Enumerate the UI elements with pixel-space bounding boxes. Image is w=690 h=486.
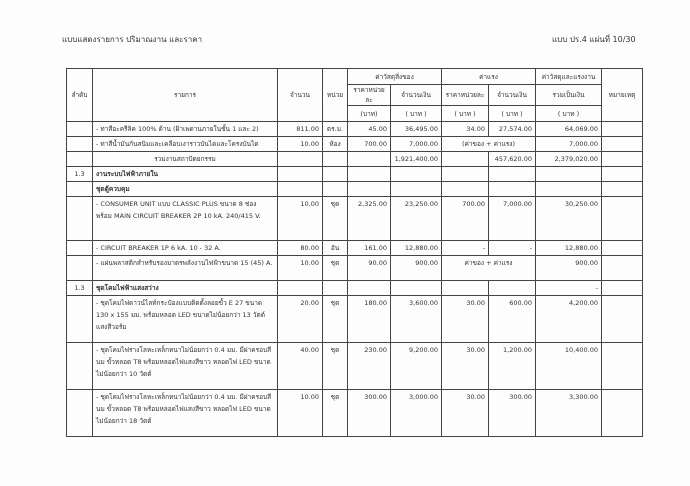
- row-item: - แผ่นพลาสติกสำหรับรองมาตรพลังงานไฟฟ้าขนาด 15 (45) A.: [93, 256, 278, 281]
- table-row: [67, 241, 643, 256]
- row-material-amount: 12,880.00: [391, 241, 442, 256]
- row-item: - ชุดโคมไฟรางโลหะเหล็กหนาไม่น้อยกว่า 0.4 มม. มีฝาครอบสีนม ขั้วหลอด T8 พร้อมหลอดไฟแสงสีขาว หลอดไฟ LED ขนาดไม่น้อยกว่า 18 วัตต์: [93, 390, 278, 437]
- row-unit: ชุด: [323, 197, 348, 241]
- row-item: รวมงานสถาปัตยกรรม: [93, 152, 278, 167]
- row-remark: [602, 281, 643, 296]
- col-material: ค่าวัสดุสิ่งของ: [348, 69, 442, 85]
- row-labor-amount: [489, 167, 536, 182]
- row-total: [536, 167, 602, 182]
- row-qty: [278, 281, 323, 296]
- row-no: [67, 122, 93, 137]
- row-total: [536, 182, 602, 197]
- row-no: [67, 152, 93, 167]
- unit-baht: ( บาท ): [536, 106, 602, 122]
- boq-table: [66, 68, 643, 437]
- row-total: 64,069.00: [536, 122, 602, 137]
- col-labor: ค่าแรง: [442, 69, 536, 85]
- row-labor-amount: 300.00: [489, 390, 536, 437]
- row-unit: [323, 167, 348, 182]
- row-unit: ชุด: [323, 390, 348, 437]
- row-unit: ชุด: [323, 296, 348, 343]
- row-labor-unit-price: [442, 281, 489, 296]
- row-labor-amount: -: [489, 241, 536, 256]
- row-unit: [323, 152, 348, 167]
- row-labor-unit-price: 30.00: [442, 296, 489, 343]
- row-qty: [278, 182, 323, 197]
- row-labor-unit-price: [442, 182, 489, 197]
- row-no: [67, 182, 93, 197]
- table-row: [67, 137, 643, 152]
- row-qty: 10.00: [278, 137, 323, 152]
- row-no: [67, 241, 93, 256]
- col-material-unit-price: ราคาหน่วยละ: [348, 85, 391, 106]
- col-item: รายการ: [93, 69, 278, 122]
- section-row: [67, 281, 643, 296]
- row-labor-note: (ค่าของ + ค่าแรง): [442, 137, 536, 152]
- row-no: 1.3: [67, 281, 93, 296]
- row-material-unit-price: 161.00: [348, 241, 391, 256]
- row-qty: 40.00: [278, 343, 323, 390]
- col-remark: หมายเหตุ: [602, 69, 643, 122]
- row-labor-note: ค่าของ + ค่าแรง: [442, 256, 536, 281]
- row-remark: [602, 137, 643, 152]
- row-remark: [602, 256, 643, 281]
- col-no: ลำดับ: [67, 69, 93, 122]
- col-labor-unit-price: ราคาหน่วยละ: [442, 85, 489, 106]
- col-material-amount: จำนวนเงิน: [391, 85, 442, 106]
- row-remark: [602, 152, 643, 167]
- unit-baht: ( บาท ): [442, 106, 489, 122]
- row-no: 1.3: [67, 167, 93, 182]
- col-qty: จำนวน: [278, 69, 323, 122]
- row-no: [67, 137, 93, 152]
- row-labor-unit-price: [442, 167, 489, 182]
- row-labor-unit-price: 30.00: [442, 390, 489, 437]
- row-qty: 10.00: [278, 390, 323, 437]
- section-row: [67, 167, 643, 182]
- row-unit: ชุด: [323, 256, 348, 281]
- row-remark: [602, 390, 643, 437]
- unit-baht: (บาท): [348, 106, 391, 122]
- section-row: [67, 182, 643, 197]
- total-row: [67, 152, 643, 167]
- row-item: งานระบบไฟฟ้าภายใน: [93, 167, 278, 182]
- row-labor-amount: 7,000.00: [489, 197, 536, 241]
- row-material-amount: 23,250.00: [391, 197, 442, 241]
- row-qty: 811.00: [278, 122, 323, 137]
- row-remark: [602, 343, 643, 390]
- row-unit: [323, 281, 348, 296]
- row-no: [67, 197, 93, 241]
- row-no: [67, 256, 93, 281]
- row-material-unit-price: [348, 182, 391, 197]
- row-total: 30,250.00: [536, 197, 602, 241]
- row-labor-unit-price: 30.00: [442, 343, 489, 390]
- col-total-sum: รวมเป็นเงิน: [536, 85, 602, 106]
- row-total: 2,379,020.00: [536, 152, 602, 167]
- row-item: - ชุดโคมไฟดาวน์ไลท์กระป๋องแบบติดตั้งลอยขั้ว E 27 ขนาด 130 x 155 มม. พร้อมหลอด LED ขนาดไม่น้อยกว่า 13 วัตต์ แสงสีวอร์ม: [93, 296, 278, 343]
- col-total: ค่าวัสดุและแรงงาน: [536, 69, 602, 85]
- row-material-unit-price: 90.00: [348, 256, 391, 281]
- row-item: - ทาสีน้ำมันกันสนิมและเคลือบเงาราวบันไดและโครงบันได: [93, 137, 278, 152]
- table-row: [67, 343, 643, 390]
- row-labor-unit-price: 34.00: [442, 122, 489, 137]
- row-remark: [602, 167, 643, 182]
- row-material-amount: 1,921,400.00: [391, 152, 442, 167]
- row-material-amount: 9,200.00: [391, 343, 442, 390]
- row-labor-amount: 1,200.00: [489, 343, 536, 390]
- row-item: - CIRCUIT BREAKER 1P 6 kA. 10 - 32 A.: [93, 241, 278, 256]
- table-row: [67, 390, 643, 437]
- row-material-amount: [391, 167, 442, 182]
- row-unit: อัน: [323, 241, 348, 256]
- table-row: [67, 256, 643, 281]
- row-labor-amount: [489, 182, 536, 197]
- row-material-amount: 3,000.00: [391, 390, 442, 437]
- row-material-amount: 900.00: [391, 256, 442, 281]
- row-unit: ห้อง: [323, 137, 348, 152]
- col-unit: หน่วย: [323, 69, 348, 122]
- row-labor-unit-price: -: [442, 241, 489, 256]
- row-total: 12,880.00: [536, 241, 602, 256]
- row-remark: [602, 296, 643, 343]
- row-material-amount: 3,600.00: [391, 296, 442, 343]
- row-material-unit-price: [348, 281, 391, 296]
- form-page-number: แบบ ปร.4 แผ่นที่ 10/30: [552, 35, 636, 44]
- row-material-unit-price: 45.00: [348, 122, 391, 137]
- row-material-unit-price: 2,325.00: [348, 197, 391, 241]
- table-row: [67, 296, 643, 343]
- row-material-amount: [391, 182, 442, 197]
- row-labor-amount: 27,574.00: [489, 122, 536, 137]
- row-labor-amount: [489, 281, 536, 296]
- row-material-amount: 36,495.00: [391, 122, 442, 137]
- table-row: [67, 122, 643, 137]
- row-no: [67, 390, 93, 437]
- document-title: แบบแสดงรายการ ปริมาณงาน และราคา: [62, 35, 203, 44]
- row-qty: 20.00: [278, 296, 323, 343]
- row-remark: [602, 182, 643, 197]
- row-qty: 80.00: [278, 241, 323, 256]
- row-remark: [602, 241, 643, 256]
- row-qty: 10.00: [278, 256, 323, 281]
- row-item: ชุดตู้ควบคุม: [93, 182, 278, 197]
- unit-baht: ( บาท ): [391, 106, 442, 122]
- row-unit: ชุด: [323, 343, 348, 390]
- row-material-amount: 7,000.00: [391, 137, 442, 152]
- row-unit: [323, 182, 348, 197]
- row-total: 3,300.00: [536, 390, 602, 437]
- row-remark: [602, 122, 643, 137]
- table-row: [67, 197, 643, 241]
- row-total: 4,200.00: [536, 296, 602, 343]
- row-no: [67, 296, 93, 343]
- row-labor-amount: 600.00: [489, 296, 536, 343]
- unit-baht: ( บาท ): [489, 106, 536, 122]
- col-labor-amount: จำนวนเงิน: [489, 85, 536, 106]
- row-no: [67, 343, 93, 390]
- row-item: - CONSUMER UNIT แบบ CLASSIC PLUS ขนาด 8 ช่อง พร้อม MAIN CIRCUIT BREAKER 2P 10 kA. 240/415 V.: [93, 197, 278, 241]
- row-material-unit-price: 180.00: [348, 296, 391, 343]
- row-total: 900.00: [536, 256, 602, 281]
- row-material-unit-price: 700.00: [348, 137, 391, 152]
- row-item: ชุดโคมไฟฟ้าแสงสว่าง: [93, 281, 278, 296]
- row-material-amount: [391, 281, 442, 296]
- row-total: 7,000.00: [536, 137, 602, 152]
- row-unit: ตร.ม.: [323, 122, 348, 137]
- row-material-unit-price: 230.00: [348, 343, 391, 390]
- row-material-unit-price: 300.00: [348, 390, 391, 437]
- row-qty: [278, 152, 323, 167]
- row-qty: [278, 167, 323, 182]
- row-labor-amount: 457,620.00: [489, 152, 536, 167]
- row-remark: [602, 197, 643, 241]
- row-total: 10,400.00: [536, 343, 602, 390]
- row-total: -: [536, 281, 602, 296]
- row-labor-unit-price: 700.00: [442, 197, 489, 241]
- row-item: - ชุดโคมไฟรางโลหะเหล็กหนาไม่น้อยกว่า 0.4 มม. มีฝาครอบสีนม ขั้วหลอด T8 พร้อมหลอดไฟแสงสีขาว หลอดไฟ LED ขนาดไม่น้อยกว่า 10 วัตต์: [93, 343, 278, 390]
- row-item: - ทาสีอะครีลิค 100% ด้าน (ฝ้าเพดานภายในชั้น 1 และ 2): [93, 122, 278, 137]
- row-labor-unit-price: [442, 152, 489, 167]
- row-material-unit-price: [348, 167, 391, 182]
- row-material-unit-price: [348, 152, 391, 167]
- row-qty: 10.00: [278, 197, 323, 241]
